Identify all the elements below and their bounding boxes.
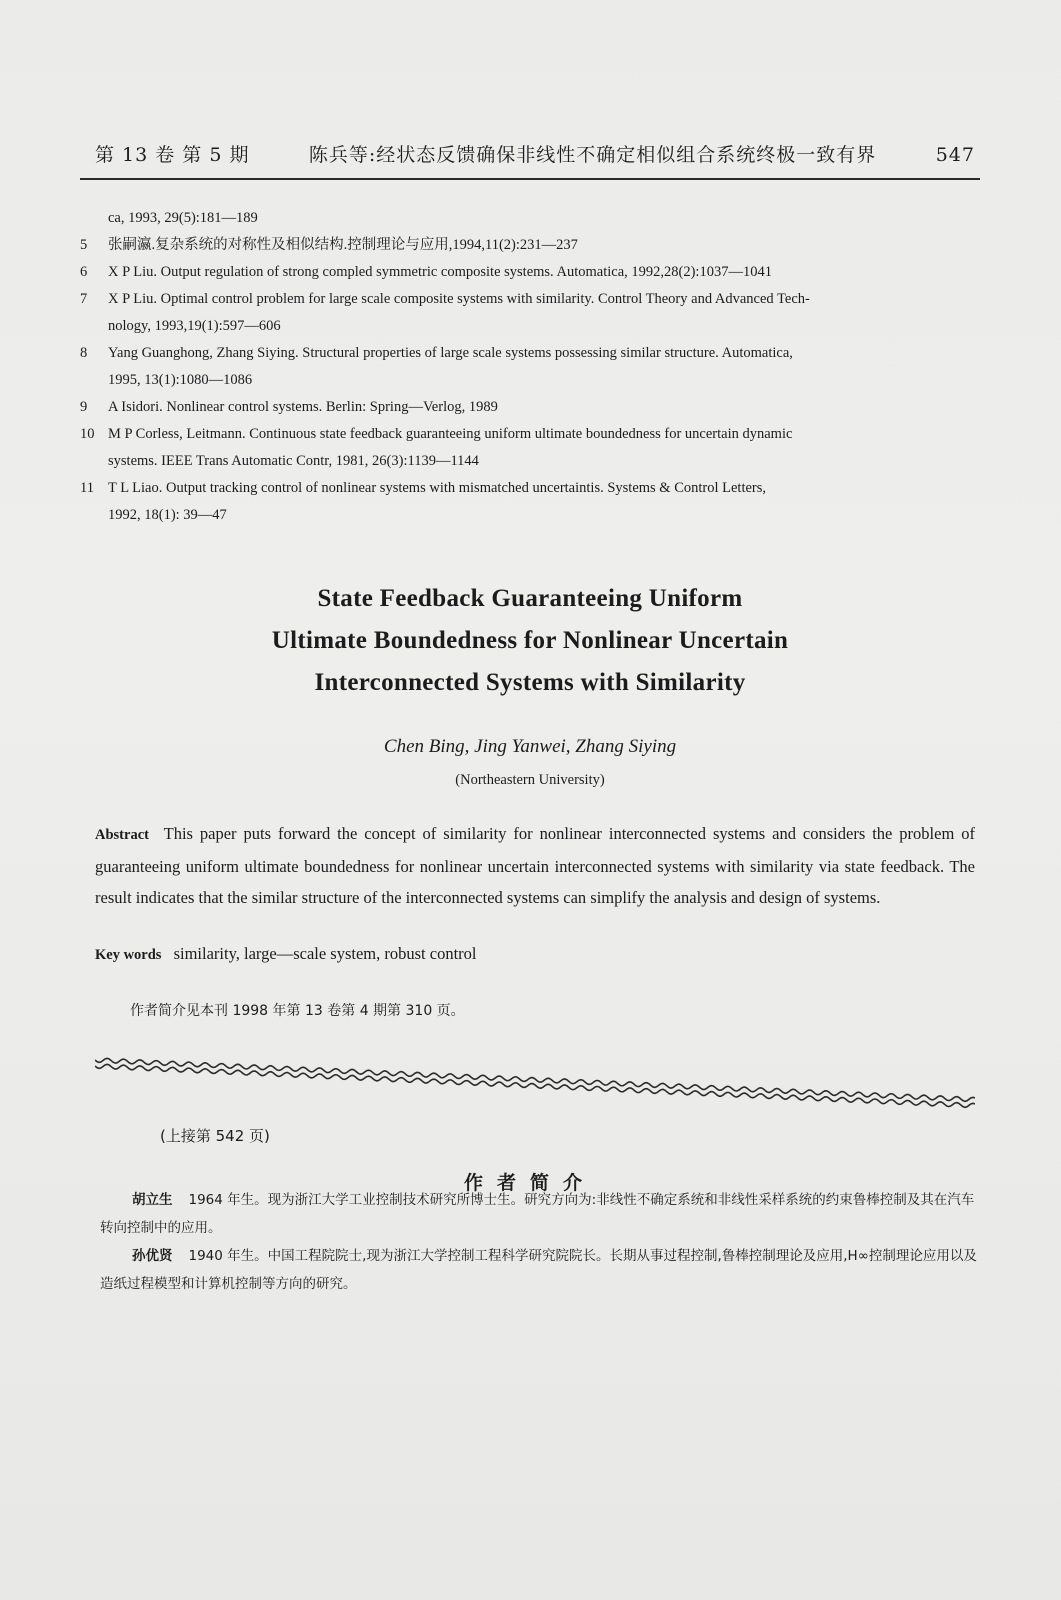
- continued-from-note: (上接第 542 页): [160, 1127, 270, 1145]
- abstract-text: This paper puts forward the concept of similarity for nonlinear interconnected systems and considers the problem of guaranteeing uniform ultimate boundedness for nonlinear uncertain interconnected systems with similarity via state feedback. The result indicates that the similar structure of the interconnected systems can simplify the analysis and design of systems.: [95, 824, 975, 907]
- paper-affiliation: (Northeastern University): [455, 772, 605, 788]
- reference-continuation: systems. IEEE Trans Automatic Contr, 1981, 26(3):1139—1144: [108, 453, 479, 469]
- reference-number: 9: [80, 399, 88, 415]
- reference-continuation: nology, 1993,19(1):597—606: [108, 318, 281, 334]
- title-line: Ultimate Boundedness for Nonlinear Uncertain: [271, 627, 789, 654]
- bio-text: 1940 年生。中国工程院院士,现为浙江大学控制工程科学研究院院长。长期从事过程控制,鲁棒控制理论及应用,H∞控制理论应用以及造纸过程模型和计算机控制等方向的研究。: [100, 1248, 977, 1292]
- reference-text: 张嗣瀛.复杂系统的对称性及相似结构.控制理论与应用,1994,11(2):231—237: [108, 237, 578, 253]
- reference-number: 11: [80, 480, 94, 496]
- reference-number: [80, 205, 108, 232]
- reference-item: [80, 205, 985, 232]
- bio-text: 1964 年生。现为浙江大学工业控制技术研究所博士生。研究方向为:非线性不确定系统和非线性采样系统的约束鲁棒控制及其在汽车转向控制中的应用。: [100, 1192, 975, 1236]
- reference-text: A Isidori. Nonlinear control systems. Berlin: Spring—Verlog, 1989: [108, 399, 498, 415]
- reference-list: [80, 205, 985, 529]
- bio-name: 孙优贤: [132, 1248, 173, 1264]
- page-number: 547: [935, 144, 975, 166]
- running-head: [95, 140, 975, 167]
- reference-number: 10: [80, 426, 95, 442]
- header-rule: [80, 178, 980, 180]
- keywords-label: Key words: [95, 947, 162, 963]
- title-line: Interconnected Systems with Similarity: [314, 669, 746, 696]
- abstract: [95, 818, 975, 913]
- reference-number: 7: [80, 291, 88, 307]
- reference-number: 5: [80, 237, 88, 253]
- reference-item: [80, 421, 985, 448]
- author-bio: [100, 1242, 985, 1298]
- reference-text: Yang Guanghong, Zhang Siying. Structural properties of large scale systems possessing similar structure. Automatica,: [108, 345, 793, 361]
- author-bio: [100, 1186, 985, 1242]
- reference-item: [80, 475, 985, 502]
- reference-item: [80, 259, 985, 286]
- reference-item: [80, 394, 985, 421]
- wavy-divider: [95, 1050, 975, 1110]
- volume-issue: 第 13 卷 第 5 期: [95, 144, 250, 166]
- reference-text: ca, 1993, 29(5):181—189: [108, 210, 258, 226]
- reference-text: T L Liao. Output tracking control of nonlinear systems with mismatched uncertaintis. Systems & Control Letters,: [108, 480, 767, 496]
- author-note: 作者简介见本刊 1998 年第 13 卷第 4 期第 310 页。: [130, 1003, 465, 1019]
- keywords: [95, 944, 975, 964]
- reference-continuation: 1995, 13(1):1080—1086: [108, 372, 253, 388]
- running-title: 陈兵等:经状态反馈确保非线性不确定相似组合系统终极一致有界: [308, 144, 877, 166]
- abstract-label: Abstract: [95, 827, 149, 843]
- paper-title: [120, 578, 940, 704]
- reference-item: [80, 286, 985, 313]
- reference-number: 8: [80, 345, 88, 361]
- reference-item: [80, 340, 985, 367]
- paper-authors: Chen Bing, Jing Yanwei, Zhang Siying: [383, 736, 677, 757]
- reference-text: X P Liu. Optimal control problem for large scale composite systems with similarity. Control Theory and Advanced Tech-: [108, 291, 810, 307]
- title-line: State Feedback Guaranteeing Uniform: [317, 585, 743, 612]
- reference-continuation: 1992, 18(1): 39—47: [108, 507, 227, 523]
- keywords-text: similarity, large—scale system, robust control: [173, 944, 477, 963]
- reference-text: X P Liu. Output regulation of strong compled symmetric composite systems. Automatica, 1992,28(2):1037—1041: [108, 264, 772, 280]
- reference-item: [80, 232, 985, 259]
- reference-text: M P Corless, Leitmann. Continuous state feedback guaranteeing uniform ultimate boundedness for uncertain dynamic: [108, 426, 793, 442]
- author-bios-heading: 作者简介: [463, 1172, 596, 1194]
- bio-name: 胡立生: [132, 1192, 173, 1208]
- reference-number: 6: [80, 264, 88, 280]
